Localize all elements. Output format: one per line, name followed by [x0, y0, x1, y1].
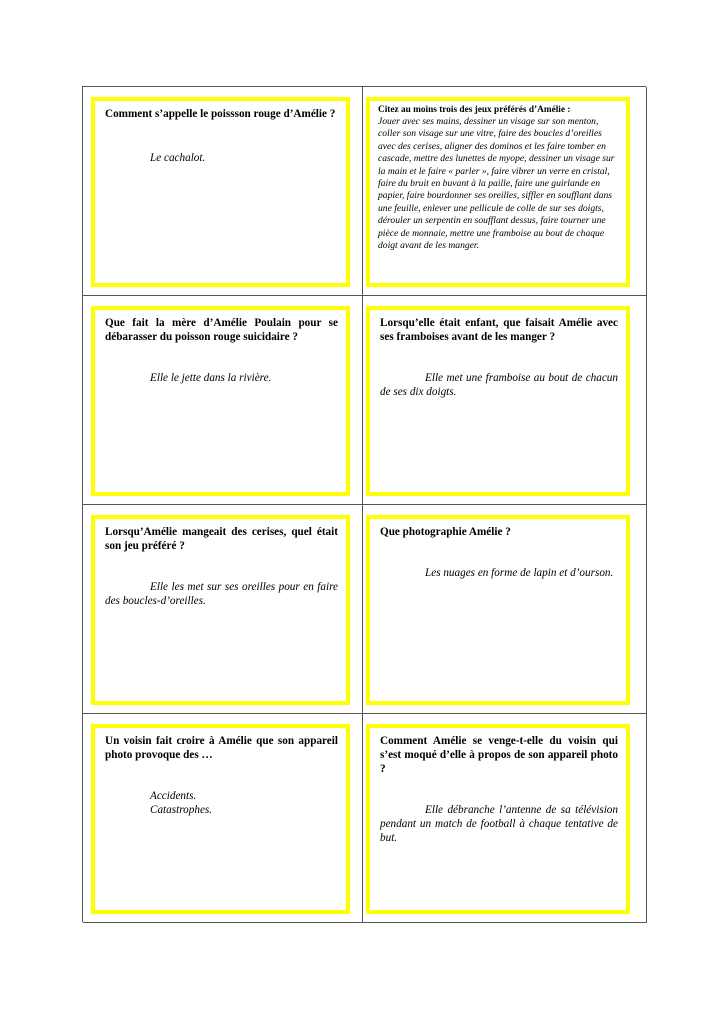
card-question: Un voisin fait croire à Amélie que son appareil photo provoque des …: [105, 735, 338, 761]
card-cell-6: [363, 505, 647, 714]
card-answer: Elle débranche l’antenne de sa télévision pendant un match de football à chaque tentative de but.: [380, 804, 618, 844]
card-question: Que photographie Amélie ?: [380, 526, 511, 538]
card-question: Lorsqu’Amélie mangeait des cerises, quel était son jeu préféré ?: [105, 526, 338, 552]
card-answer: Elle le jette dans la rivière.: [150, 372, 272, 384]
card-question: Comment s’appelle le poissson rouge d’Amélie ?: [105, 108, 336, 120]
card-cell-1: [83, 87, 363, 296]
card-cell-7: [83, 714, 363, 923]
card-cell-3: [83, 296, 363, 505]
card-question: Citez au moins trois des jeux préférés d’Amélie :: [378, 105, 571, 115]
quiz-card-sheet: [82, 86, 646, 922]
card-answer: Les nuages en forme de lapin et d’ourson.: [425, 567, 614, 579]
quiz-card-3: [91, 306, 350, 496]
card-answer: Elle met une framboise au bout de chacun de ses dix doigts.: [380, 372, 618, 398]
quiz-card-8: [366, 724, 630, 914]
quiz-card-1: [91, 97, 350, 287]
card-answer: Elle les met sur ses oreilles pour en faire des boucles-d’oreilles.: [105, 581, 338, 607]
card-cell-4: [363, 296, 647, 505]
quiz-card-5: [91, 515, 350, 705]
card-cell-8: [363, 714, 647, 923]
card-answer-line: Accidents.: [150, 790, 197, 802]
card-answer: Le cachalot.: [150, 152, 206, 164]
card-question: Que fait la mère d’Amélie Poulain pour se débarasser du poisson rouge suicidaire ?: [105, 317, 338, 343]
card-answer: Jouer avec ses mains, dessiner un visage sur son menton, coller son visage sur une vitre, faire des boucles d’oreilles avec des cerises, aligner des dominos et les faire tomber en cascade, mettre des lunettes de myope, dessiner un visage sur la main et le faire « parler », faire vibrer un verre en cristal, faire du bruit en buvant à la paille, faire une guirlande en papier, faire bourdonner ses oreilles, siffler en soufflant dans une feuille, enlever une pellicule de colle de sur ses doigts, dérouler un serpentin en soufflant dessus, faire tourner une pièce de monnaie, mettre une framboise au bout de chaque doigt avant de les manger.: [378, 116, 615, 252]
card-question: Comment Amélie se venge-t-elle du voisin qui s’est moqué d’elle à propos de son appareil photo ?: [380, 735, 618, 775]
card-cell-2: [363, 87, 647, 296]
quiz-card-6: [366, 515, 630, 705]
quiz-card-7: [91, 724, 350, 914]
card-answer-line: Catastrophes.: [150, 804, 213, 816]
quiz-card-4: [366, 306, 630, 496]
card-cell-5: [83, 505, 363, 714]
card-question: Lorsqu’elle était enfant, que faisait Amélie avec ses framboises avant de les manger ?: [380, 317, 618, 343]
card-answer: [105, 789, 338, 817]
quiz-card-2: [366, 97, 630, 287]
